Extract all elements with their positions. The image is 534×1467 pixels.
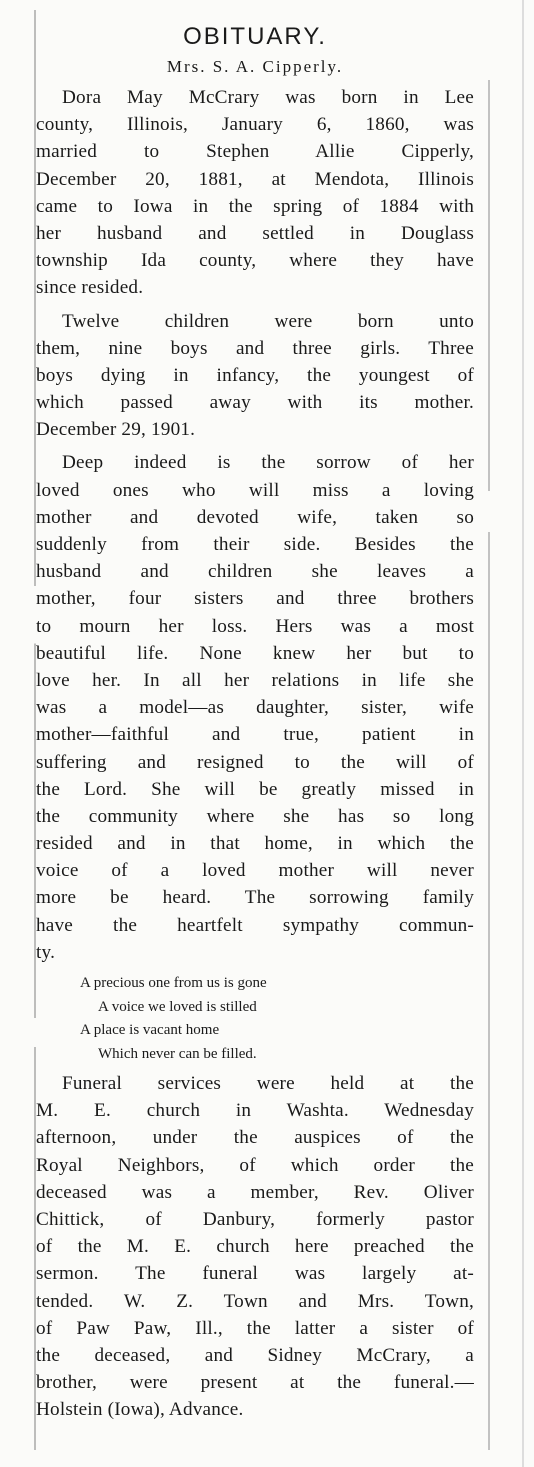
- text-line: them, nine boys and three girls. Three: [36, 337, 474, 359]
- text-line: married to Stephen Allie Cipperly,: [36, 141, 474, 163]
- poem-line: A precious one from us is gone: [80, 975, 267, 991]
- paragraph-1: [36, 84, 474, 302]
- poem-line: A place is vacant home: [80, 1022, 220, 1038]
- paragraph-3: [36, 449, 474, 966]
- text-line: husband and children she leaves a: [36, 561, 474, 583]
- text-line: came to Iowa in the spring of 1884 with: [36, 195, 474, 217]
- text-line: deceased was a member, Rev. Oliver: [36, 1181, 474, 1203]
- text-line: ty.: [36, 941, 56, 963]
- text-line: mother—faithful and true, patient in: [36, 724, 474, 746]
- text-line: Chittick, of Danbury, formerly pastor: [36, 1208, 474, 1230]
- text-line: since resided.: [36, 277, 144, 299]
- text-line: beautiful life. None knew her but to: [36, 642, 474, 664]
- poem-verse: [36, 972, 474, 1066]
- text-line: Twelve children were born unto: [62, 310, 474, 332]
- text-line: boys dying in infancy, the youngest of: [36, 364, 474, 386]
- obituary-article: [36, 20, 474, 1423]
- text-line: M. E. church in Washta. Wednesday: [36, 1100, 474, 1122]
- page-edge: [522, 0, 524, 1467]
- text-line: loved ones who will miss a loving: [36, 479, 474, 501]
- text-line: Royal Neighbors, of which order the: [36, 1154, 474, 1176]
- text-line: to mourn her loss. Hers was a most: [36, 615, 474, 637]
- text-line: mother and devoted wife, taken so: [36, 506, 474, 528]
- column-rule-right: [488, 80, 490, 1450]
- text-line: Holstein (Iowa), Advance.: [36, 1399, 244, 1421]
- text-line: mother, four sisters and three brothers: [36, 588, 474, 610]
- poem-line: Which never can be filled.: [98, 1045, 257, 1062]
- text-line: county, Illinois, January 6, 1860, was: [36, 114, 474, 136]
- paragraph-2: [36, 308, 474, 444]
- text-line: Deep indeed is the sorrow of her: [62, 452, 474, 474]
- text-line: Funeral services were held at the: [62, 1073, 474, 1094]
- text-line: the community where she has so long: [36, 805, 474, 827]
- text-line: which passed away with its mother.: [36, 392, 474, 414]
- text-line: was a model—as daughter, sister, wife: [36, 697, 474, 719]
- text-line: of Paw Paw, Ill., the latter a sister of: [36, 1317, 474, 1339]
- text-line: voice of a loved mother will never: [36, 860, 474, 882]
- text-line: the Lord. She will be greatly missed in: [36, 778, 474, 800]
- text-line: of the M. E. church here preached the: [36, 1236, 474, 1258]
- text-line: December 29, 1901.: [36, 419, 196, 441]
- text-line: afternoon, under the auspices of the: [36, 1127, 474, 1149]
- headline: OBITUARY.: [183, 23, 327, 50]
- text-line: sermon. The funeral was largely at-: [36, 1263, 474, 1285]
- byline: Mrs. S. A. Cipperly.: [166, 57, 344, 76]
- text-line: township Ida county, where they have: [36, 250, 474, 272]
- text-line: the deceased, and Sidney McCrary, a: [36, 1344, 474, 1366]
- text-line: her husband and settled in Douglass: [36, 222, 474, 244]
- text-line: have the heartfelt sympathy commun-: [36, 914, 474, 936]
- text-line: tended. W. Z. Town and Mrs. Town,: [36, 1290, 474, 1312]
- paragraph-funeral: [36, 1070, 474, 1423]
- text-line: suffering and resigned to the will of: [36, 751, 474, 773]
- text-line: love her. In all her relations in life she: [36, 669, 474, 691]
- text-line: December 20, 1881, at Mendota, Illinois: [36, 168, 474, 190]
- text-line: Dora May McCrary was born in Lee: [62, 87, 474, 108]
- text-line: suddenly from their side. Besides the: [36, 534, 474, 555]
- text-line: resided and in that home, in which the: [36, 833, 474, 855]
- poem-line: A voice we loved is stilled: [98, 998, 257, 1015]
- text-line: more be heard. The sorrowing family: [36, 887, 474, 909]
- text-line: brother, were present at the funeral.—: [36, 1372, 474, 1394]
